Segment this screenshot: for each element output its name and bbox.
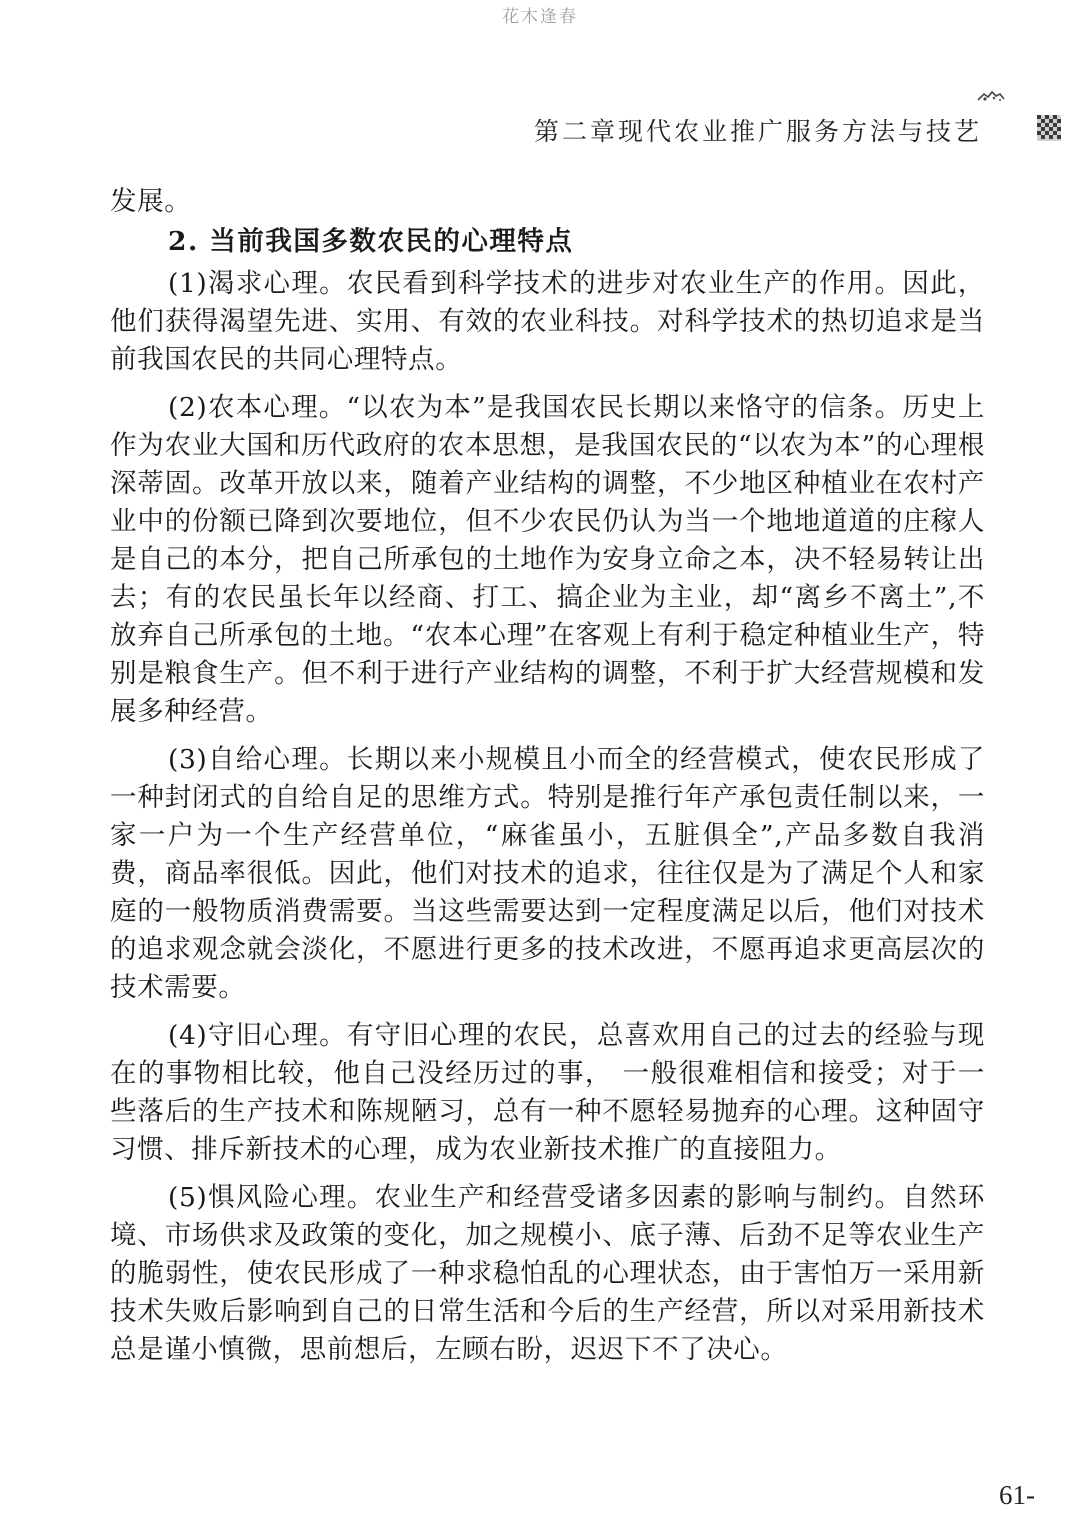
page-number: 61- (999, 1480, 1035, 1510)
paragraph-agrarian-psychology: (2)农本心理。“以农为本”是我国农民长期以来恪守的信条。历史上作为农业大国和历代政府的农本思想，是我国农民的“以农为本”的心理根深蒂固。改革开放以来，随着产业结构的调整，不少地区种植业在农村产业中的份额已降到次要地位，但不少农民仍认为当一个地地道道的庄稼人是自己的本分，把自己所承包的土地作为安身立命之本，决不轻易转让出去；有的农民虽长年以经商、打工、搞企业为主业，却“离乡不离土”,不放弃自己所承包的土地。“农本心理”在客观上有利于稳定种植业生产，特别是粮食生产。但不利于进行产业结构的调整，不利于扩大经营规模和发展多种经营。 (110, 392, 985, 727)
watermark-text: 花木逢春 (502, 7, 578, 27)
bird-ornament-icon (976, 88, 1006, 104)
paragraph-risk-averse-psychology: (5)惧风险心理。农业生产和经营受诸多因素的影响与制约。自然环境、市场供求及政策的变化，加之规模小、底子薄、后劲不足等农业生产的脆弱性，使农民形成了一种求稳怕乱的心理状态，由于害怕万一采用新技术失败后影响到自己的日常生活和今后的生产经营，所以对采用新技术总是谨小慎微，思前想后，左顾右盼，迟迟下不了决心。 (110, 1182, 985, 1365)
page-body (110, 183, 985, 1379)
paragraph-conservative-psychology: (4)守旧心理。有守旧心理的农民，总喜欢用自己的过去的经验与现在的事物相比较，他自己没经历过的事， 一般很难相信和接受；对于一些落后的生产技术和陈规陋习，总有一种不愿轻易抛弃的心理。这种固守习惯、排斥新技术的心理，成为农业新技术推广的直接阻力。 (110, 1020, 985, 1165)
paragraph-thirst-psychology: (1)渴求心理。农民看到科学技术的进步对农业生产的作用。因此，他们获得渴望先进、实用、有效的农业科技。对科学技术的热切追求是当前我国农民的共同心理特点。 (110, 268, 985, 375)
checker-stamp-icon (1037, 115, 1061, 141)
chapter-title: 第二章现代农业推广服务方法与技艺 (533, 117, 982, 146)
continuation-line: 发展。 (110, 186, 192, 217)
paragraph-self-sufficiency-psychology: (3)自给心理。长期以来小规模且小而全的经营模式，使农民形成了一种封闭式的自给自足的思维方式。特别是推行年产承包责任制以来，一家一户为一个生产经营单位，“麻雀虽小，五脏俱全”,产品多数自我消费，商品率很低。因此，他们对技术的追求，往往仅是为了满足个人和家庭的一般物质消费需要。当这些需要达到一定程度满足以后，他们对技术的追求观念就会淡化，不愿进行更多的技术改进，不愿再追求更高层次的技术需要。 (110, 744, 985, 1003)
section-heading: 2. 当前我国多数农民的心理特点 (168, 226, 574, 257)
